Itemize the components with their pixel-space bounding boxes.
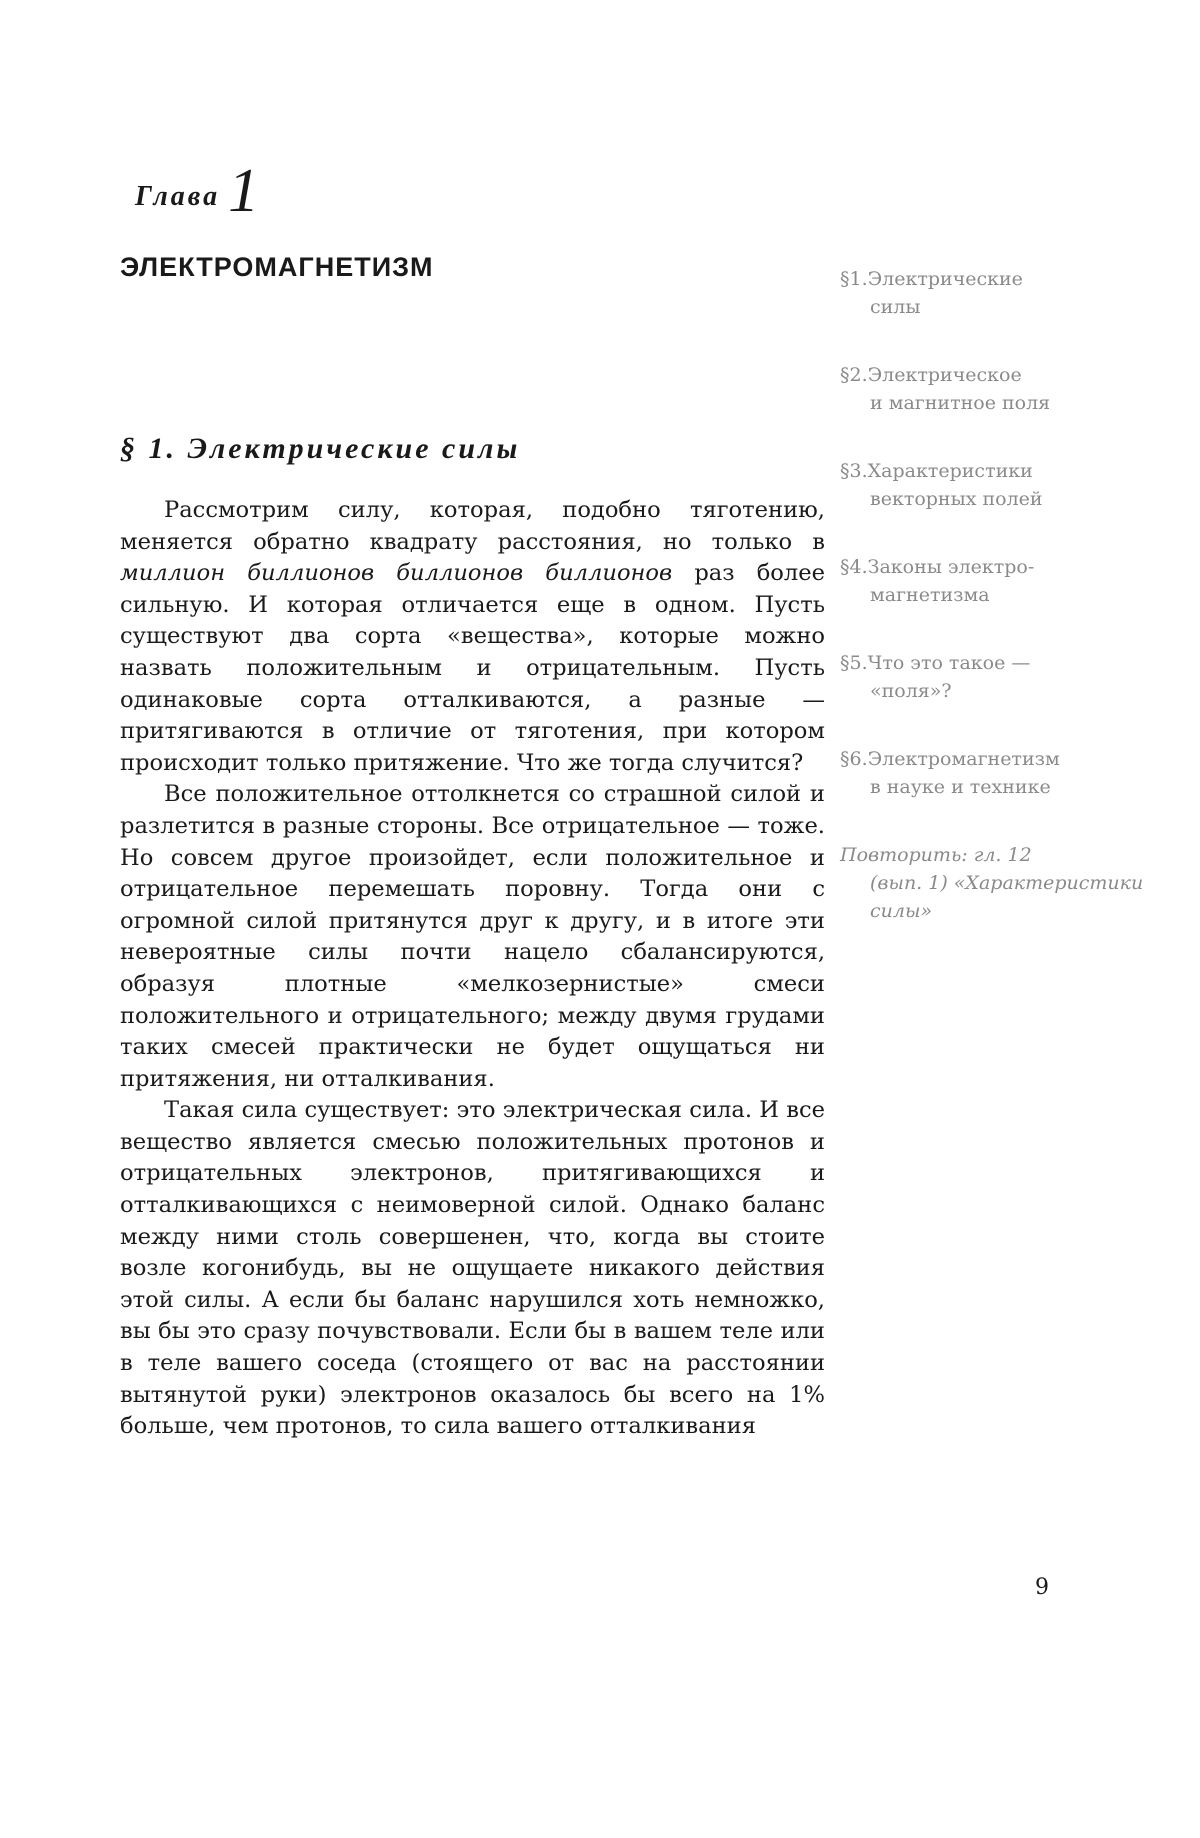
chapter-label-word: Глава bbox=[135, 181, 221, 212]
body-text bbox=[120, 495, 825, 1443]
margin-nav-item-4-line1: §4.Законы электро- bbox=[840, 556, 1035, 578]
margin-navigation bbox=[840, 265, 1170, 965]
margin-nav-item-4-line2: магнетизма bbox=[870, 584, 990, 606]
margin-nav-item-7-line1: Повторить: гл. 12 bbox=[840, 844, 1032, 866]
chapter-title: ЭЛЕКТРОМАГНЕТИЗМ bbox=[120, 252, 434, 282]
chapter-label bbox=[135, 150, 260, 225]
margin-nav-item-1-line1: §1.Электрические bbox=[840, 268, 1023, 290]
section-heading: § 1. Электрические силы bbox=[120, 432, 521, 465]
margin-nav-item-3[interactable] bbox=[840, 457, 1170, 513]
margin-nav-item-7-line2: (вып. 1) «Характеристики силы» bbox=[870, 872, 1144, 922]
margin-nav-item-2-line2: и магнитное поля bbox=[870, 392, 1051, 414]
margin-nav-item-7[interactable] bbox=[840, 841, 1170, 925]
margin-nav-item-2[interactable] bbox=[840, 361, 1170, 417]
margin-nav-item-3-line2: векторных полей bbox=[870, 488, 1043, 510]
margin-nav-item-6-line2: в науке и технике bbox=[870, 776, 1051, 798]
paragraph-3: Такая сила существует: это электрическая сила. И все вещество является смесью положительных протонов и отрицательных электронов, притягивающихся и отталкивающихся с неимоверной силой. Однако баланс между ними столь совершенен, что, когда вы стоите возле когонибудь, вы не ощущаете никакого действия этой силы. А если бы баланс нарушился хоть немножко, вы бы это сразу почувствовали. Если бы в вашем теле или в теле вашего соседа (стоящего от вас на расстоянии вытянутой руки) электронов оказалось бы всего на 1% больше, чем протонов, то сила вашего отталкивания bbox=[120, 1097, 825, 1440]
margin-nav-item-6[interactable] bbox=[840, 745, 1170, 801]
margin-nav-item-2-line1: §2.Электрическое bbox=[840, 364, 1022, 386]
margin-nav-item-3-line1: §3.Характеристики bbox=[840, 460, 1033, 482]
margin-nav-item-6-line1: §6.Электромагнетизм bbox=[840, 748, 1060, 770]
paragraph-1 bbox=[120, 495, 825, 779]
margin-nav-item-5[interactable] bbox=[840, 649, 1170, 705]
paragraph-2: Все положительное оттолкнется со страшной силой и разлетится в разные стороны. Все отрицательное — тоже. Но совсем другое произойдет, если положительное и отрицательное перемешать поровну. Тогда они с огромной силой притянутся друг к другу, и в итоге эти невероятные силы почти нацело сбалансируются, образуя плотные «мелкозернистые» смеси положительного и отрицательного; между двумя грудами таких смесей практически не будет ощущаться ни притяжения, ни отталкивания. bbox=[120, 781, 825, 1092]
paragraph-1-after: раз более сильную. И которая отличается еще в одном. Пусть существуют два сорта «вещества», которые можно назвать положительным и отрицательным. Пусть одинаковые сорта отталкиваются, а разные — притягиваются в отличие от тяготения, при котором происходит только притяжение. Что же тогда случится? bbox=[120, 560, 825, 776]
margin-nav-item-5-line1: §5.Что это такое — bbox=[840, 652, 1031, 674]
paragraph-1-before: Рассмотрим силу, которая, подобно тяготению, меняется обратно квадрату расстояния, но только в bbox=[120, 497, 825, 555]
paragraph-1-emphasis: миллион биллионов биллионов биллионов bbox=[120, 560, 673, 587]
chapter-number: 1 bbox=[228, 157, 260, 225]
margin-nav-item-1-line2: силы bbox=[870, 296, 921, 318]
margin-nav-item-4[interactable] bbox=[840, 553, 1170, 609]
margin-nav-item-5-line2: «поля»? bbox=[870, 680, 952, 702]
page-number: 9 bbox=[1035, 1575, 1049, 1600]
margin-nav-item-1[interactable] bbox=[840, 265, 1170, 321]
